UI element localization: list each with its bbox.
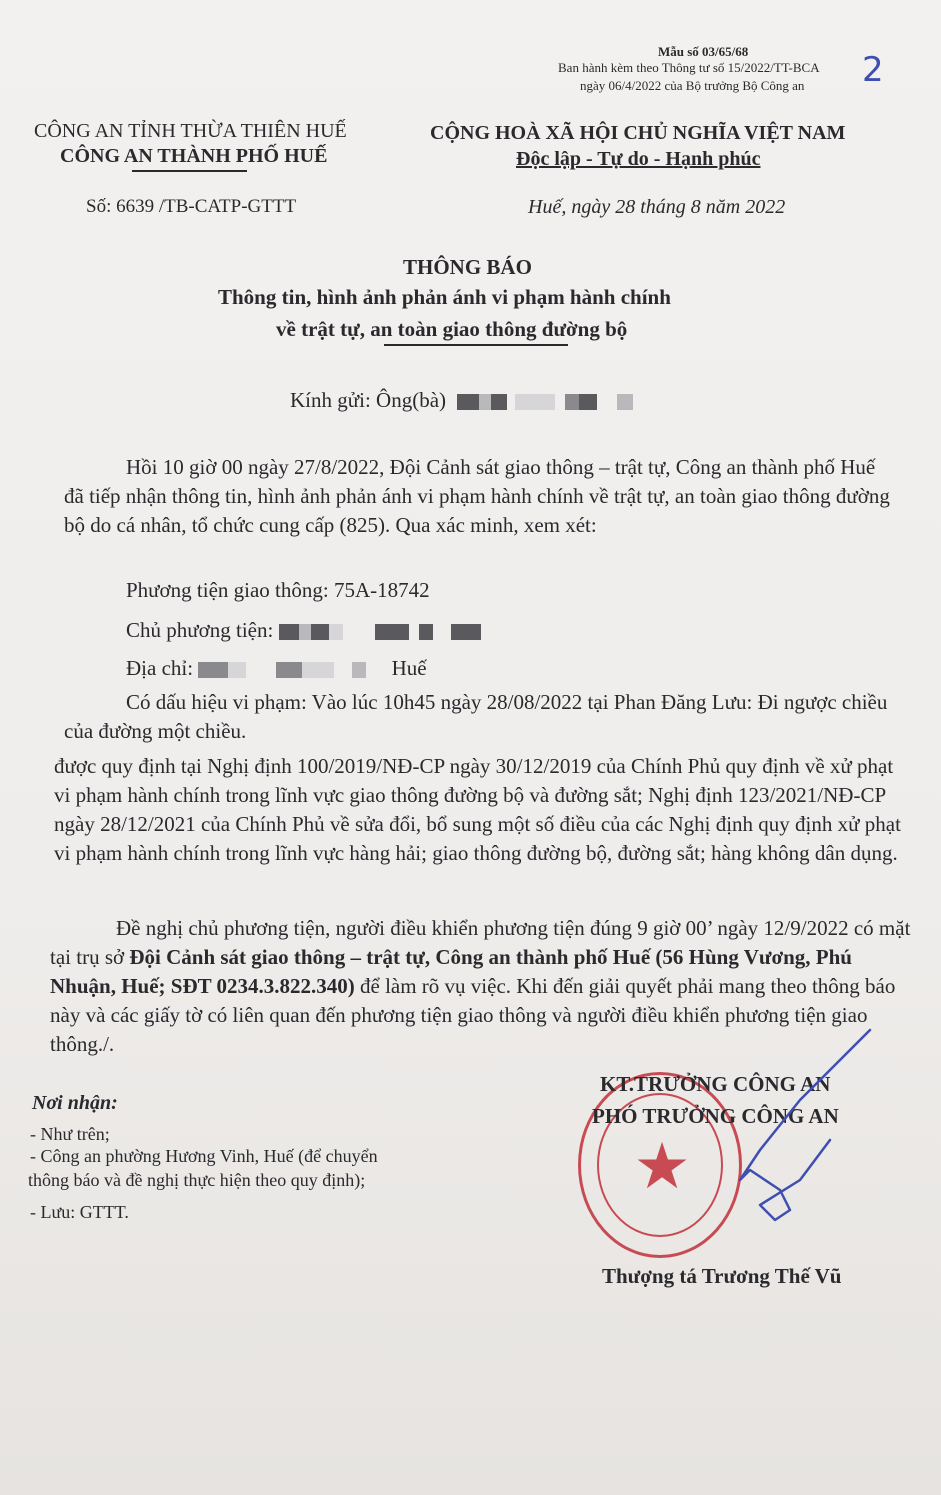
nation-motto: Độc lập - Tự do - Hạnh phúc <box>516 148 761 170</box>
handwritten-signature <box>680 1020 890 1230</box>
redacted-address <box>198 656 371 680</box>
address-label: Địa chỉ: <box>126 656 194 680</box>
recipient-item-2b: thông báo và đề nghị thực hiện theo quy định); <box>28 1170 366 1190</box>
redacted-owner <box>279 618 481 642</box>
form-issued-line2: ngày 06/4/2022 của Bộ trưởng Bộ Công an <box>580 78 805 93</box>
paragraph-violation: Có dấu hiệu vi phạm: Vào lúc 10h45 ngày 28/08/2022 tại Phan Đăng Lưu: Đi ngược chiều của đường một chiều. <box>64 690 888 743</box>
paragraph-received: Hồi 10 giờ 00 ngày 27/8/2022, Đội Cảnh sát giao thông – trật tự, Công an thành phố Huế đã tiếp nhận thông tin, hình ảnh phản ánh vi phạm hành chính về trật tự, an toàn giao thông đường bộ do cá nhân, tổ chức cung cấp (825). Qua xác minh, xem xét: <box>64 455 890 537</box>
signer-name: Thượng tá Trương Thế Vũ <box>602 1264 842 1288</box>
doc-subtitle-1: Thông tin, hình ảnh phản ánh vi phạm hành chính <box>218 285 671 309</box>
nation-line1: CỘNG HOÀ XÃ HỘI CHỦ NGHĨA VIỆT NAM <box>430 122 846 144</box>
owner-label: Chủ phương tiện: <box>126 618 274 642</box>
place-date: Huế, ngày 28 tháng 8 năm 2022 <box>528 196 786 218</box>
request-text-b: để làm rõ vụ việc. Khi đến giải quyết phải mang theo thông báo này và các giấy tờ có liên quan đến phương tiện giao thông và người điều khiển phương tiện giao thông./. <box>50 974 896 1056</box>
doc-subtitle-2: về trật tự, an toàn giao thông đường bộ <box>276 317 628 341</box>
recipient-item-3: - Lưu: GTTT. <box>30 1202 129 1222</box>
signature-title-1: KT.TRƯỞNG CÔNG AN <box>600 1072 831 1096</box>
agency-line2: CÔNG AN THÀNH PHỐ HUẾ <box>60 145 328 167</box>
address-line <box>126 654 427 683</box>
paragraph-regulation: được quy định tại Nghị định 100/2019/NĐ-CP ngày 30/12/2019 của Chính Phủ quy định về xử phạt vi phạm hành chính trong lĩnh vực giao thông đường bộ và đường sắt; Nghị định 123/2021/NĐ-CP ngày 28/12/2021 của Chính Phủ về sửa đổi, bổ sung một số điều của các Nghị định quy định xử phạt vi phạm hành chính trong lĩnh vực hàng hải; giao thông đường bộ, đường sắt; hàng không dân dụng. <box>54 754 901 865</box>
recipient-label: Kính gửi: Ông(bà) <box>290 388 447 412</box>
redacted-name <box>451 388 633 412</box>
owner-line <box>126 616 481 645</box>
document-number: Số: 6639 /TB-CATP-GTTT <box>86 196 297 217</box>
agency-line1: CÔNG AN TỈNH THỪA THIÊN HUẾ <box>34 120 347 142</box>
recipient-item-1: - Như trên; <box>30 1124 110 1144</box>
signature-title-2: PHÓ TRƯỞNG CÔNG AN <box>592 1104 839 1128</box>
request-text-a: Đề nghị chủ phương tiện, người điều khiển phương tiện đúng 9 giờ 00’ ngày 12/9/2022 có mặt tại trụ sở <box>50 916 911 969</box>
seal-star-icon: ★ <box>633 1131 691 1202</box>
doc-title: THÔNG BÁO <box>403 255 532 279</box>
recipient-line <box>290 386 633 415</box>
request-office: Đội Cảnh sát giao thông – trật tự, Công an thành phố Huế (56 Hùng Vương, Phú Nhuận, Huế; SĐT 0234.3.822.340) <box>50 945 852 998</box>
form-issued-line1: Ban hành kèm theo Thông tư số 15/2022/TT-BCA <box>558 60 820 75</box>
form-code: Mẫu số 03/65/68 <box>658 44 749 59</box>
handwritten-page-mark: 2 <box>862 50 884 90</box>
recipient-item-2a: - Công an phường Hương Vinh, Huế (để chuyển <box>30 1146 378 1166</box>
agency-underline <box>132 170 247 172</box>
title-underline <box>384 344 568 346</box>
address-city: Huế <box>391 656 427 680</box>
vehicle-line: Phương tiện giao thông: 75A-18742 <box>126 578 430 602</box>
recipients-title: Nơi nhận: <box>32 1092 118 1114</box>
